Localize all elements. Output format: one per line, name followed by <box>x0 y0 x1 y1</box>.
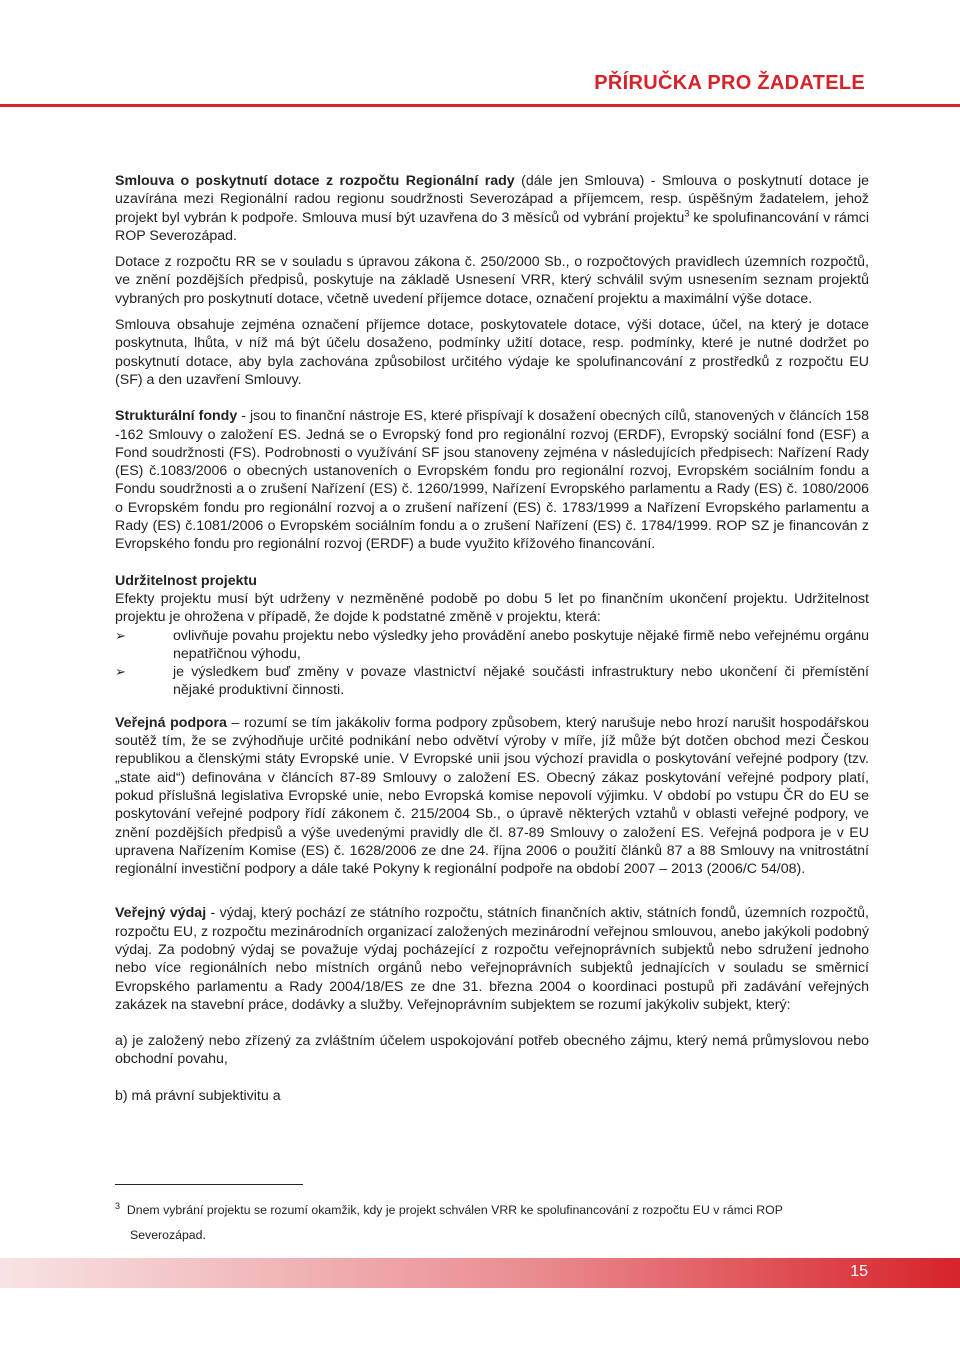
page-header-title: PŘÍRUČKA PRO ŽADATELE <box>594 72 865 94</box>
header-divider <box>0 104 960 107</box>
list-item-text: je výsledkem buď změny v povaze vlastnictví nějaké součásti infrastruktury nebo ukončení či přemístění nějaké produktivní činnosti. <box>173 664 869 699</box>
paragraph-smlouva <box>115 172 869 245</box>
bullet-list <box>115 627 869 700</box>
footnote-divider <box>115 1184 303 1185</box>
page-number: 15 <box>850 1263 868 1280</box>
paragraph-smlouva-obsah: Smlouva obsahuje zejména označení příjemce dotace, poskytovatele dotace, výši dotace, účel, na který je dotace poskytnuta, lhůta, v níž má být účelu dosaženo, podmínky užití dotace, resp. podmínky, které je nutné dodržet po poskytnutí dotace, aby byla zachována způsobilost určitého výdaje ke spolufinancování z prostředků z rozpočtu EU (SF) a den uzavření Smlouvy. <box>115 317 869 388</box>
paragraph-text: (dále jen Smlouva) - Smlouva o poskytnutí dotace je uzavírána mezi Regionální radou regionu soudržnosti Severozápad a příjemcem, resp. úspěšným žadatelem, jehož projekt byl vybrán k podpoře. Smlouva musí být uzavřena do 3 měsíců od vybrání projektu <box>115 173 870 226</box>
paragraph-text: – rozumí se tím jakákoliv forma podpory způsobem, který narušuje nebo hrozí narušit hospodářskou soutěž tím, že se zvýhodňuje určité podnikání nebo odvětví výroby v míře, jíž může být dotčen obchod mezi Českou republikou a členskými státy Evropské unie. V Evropské unii jsou výchozí pravidla o poskytování veřejné podpory (tzv. „state aid“) definována v článcích 87-89 Smlouvy o založení ES. Obecný zákaz poskytování veřejné podpory platí, pokud příslušná legislativa Evropské unie, nebo Evropská komise nepovolí výjimku. V období po vstupu ČR do EU se poskytování veřejné podpory řídí zákonem č. 215/2004 Sb., o úpravě některých vztahů v oblasti veřejné podpory, ve znění pozdějších předpisů a výše uvedenými pravidly dle čl. 87-89 Smlouvy o založení ES. Veřejná podpora je v EU upravena Nařízením Komise (ES) č. 1628/2006 ze dne 24. října 2006 o použití článků 87 a 88 Smlouvy na vnitrostátní regionální investiční podpory a dále také Pokyny k regionální podpoře na období 2007 – 2013 (2006/C 54/08). <box>115 714 869 878</box>
term-strukturalni-fondy: Strukturální fondy <box>115 408 238 425</box>
list-item <box>115 627 869 664</box>
term-smlouva: Smlouva o poskytnutí dotace z rozpočtu Regionální rady <box>115 173 515 189</box>
paragraph-text: - výdaj, který pochází ze státního rozpočtu, státních finančních aktiv, státních fondů, územních rozpočtů, rozpočtu EU, z rozpočtu mezinárodních organizací založených mezinárodní veřejnou smlouvou, anebo jakýkoli podobný výdaj. Za podobný výdaj se považuje výdaj pocházející z rozpočtu veřejnoprávních subjektů nebo sdružení jednoho nebo více regionálních nebo místních orgánů nebo veřejnoprávních subjektů jednajících v souladu se směrnicí Evropského parlamentu a Rady 2004/18/ES ze dne 31. března 2004 o koordinaci postupů při zadávání veřejných zakázek na stavební práce, dodávky a služby. Veřejnoprávním subjektem se rozumí jakýkoliv subjekt, který: <box>115 905 869 1013</box>
document-body <box>115 172 869 1113</box>
term-verejna-podpora: Veřejná podpora <box>115 714 227 731</box>
paragraph-item-b: b) má právní subjektivitu a <box>115 1087 281 1104</box>
arrow-bullet-icon: ➢ <box>115 664 126 680</box>
paragraph-verejny-vydaj <box>115 904 869 1014</box>
list-item-text: ovlivňuje povahu projektu nebo výsledky jeho provádění anebo poskytuje nějaké firmě nebo veřejnému orgánu nepatřičnou výhodu, <box>173 627 869 662</box>
arrow-bullet-icon: ➢ <box>115 627 126 643</box>
paragraph-text: - jsou to finanční nástroje ES, které přispívají k dosažení obecných cílů, stanovených v článcích 158 -162 Smlouvy o založení ES. Jedná se o Evropský fond pro regionální rozvoj (ERDF), Evropský sociální fond (ESF) a Fond soudržnosti (FS). Podrobnosti o využívání SF jsou stanoveny zejména v následujících předpisech: Nařízení Rady (ES) č.1083/2006 o obecných ustanoveních o Evropském fondu pro regionální rozvoj, Evropském sociálním fondu a Fondu soudržnosti a o zrušení Nařízení (ES) č. 1260/1999, Nařízení Evropského parlamentu a Rady (ES) č. 1080/2006 o Evropském fondu pro regionální rozvoj a o zrušení nařízení (ES) č. 1783/1999 a Nařízení Evropského parlamentu a Rady (ES) č.1081/2006 o Evropském sociálním fondu a o zrušení Nařízení (ES) č. 1784/1999. ROP SZ je financován z Evropského fondu pro regionální rozvoj (ERDF) a bude využito křížového financování. <box>115 408 869 553</box>
footnote <box>115 1198 865 1248</box>
footnote-reference[interactable]: 3 <box>684 207 690 218</box>
paragraph-strukturalni-fondy <box>115 407 869 553</box>
list-item <box>115 663 869 700</box>
term-verejny-vydaj: Veřejný výdaj <box>115 905 207 922</box>
paragraph-verejna-podpora <box>115 714 869 879</box>
footnote-marker: 3 <box>115 1200 121 1211</box>
footnote-continuation: Severozápad. <box>130 1228 206 1242</box>
paragraph-item-a: a) je založený nebo zřízený za zvláštním účelem uspokojování potřeb obecného zájmu, který nemá průmyslovou nebo obchodní povahu, <box>115 1033 869 1068</box>
footnote-text: Dnem vybrání projektu se rozumí okamžik, kdy je projekt schválen VRR ke spolufinancování z rozpočtu EU v rámci ROP <box>126 1203 783 1217</box>
paragraph-udrzitelnost: Efekty projektu musí být udrženy v nezměněné podobě po dobu 5 let po finančním ukončení projektu. Udržitelnost projektu je ohrožena v případě, že dojde k podstatné změně v projektu, která: <box>115 590 869 626</box>
footnote-line <box>115 1198 865 1223</box>
paragraph-text: ke spolufinancování v rámci ROP Severozápad. <box>115 209 869 244</box>
section-title-udrzitelnost: Udržitelnost projektu <box>115 572 257 589</box>
paragraph-dotace: Dotace z rozpočtu RR se v souladu s úpravou zákona č. 250/2000 Sb., o rozpočtových pravidlech územních rozpočtů, ve znění pozdějších předpisů, poskytuje na základě Usnesení VRR, který schválil svým usnesením seznam projektů vybraných pro poskytnutí dotace, včetně uvedení příjemce dotace, označení projektu a maximální výše dotace. <box>115 254 869 307</box>
footer-bar <box>0 1258 960 1288</box>
